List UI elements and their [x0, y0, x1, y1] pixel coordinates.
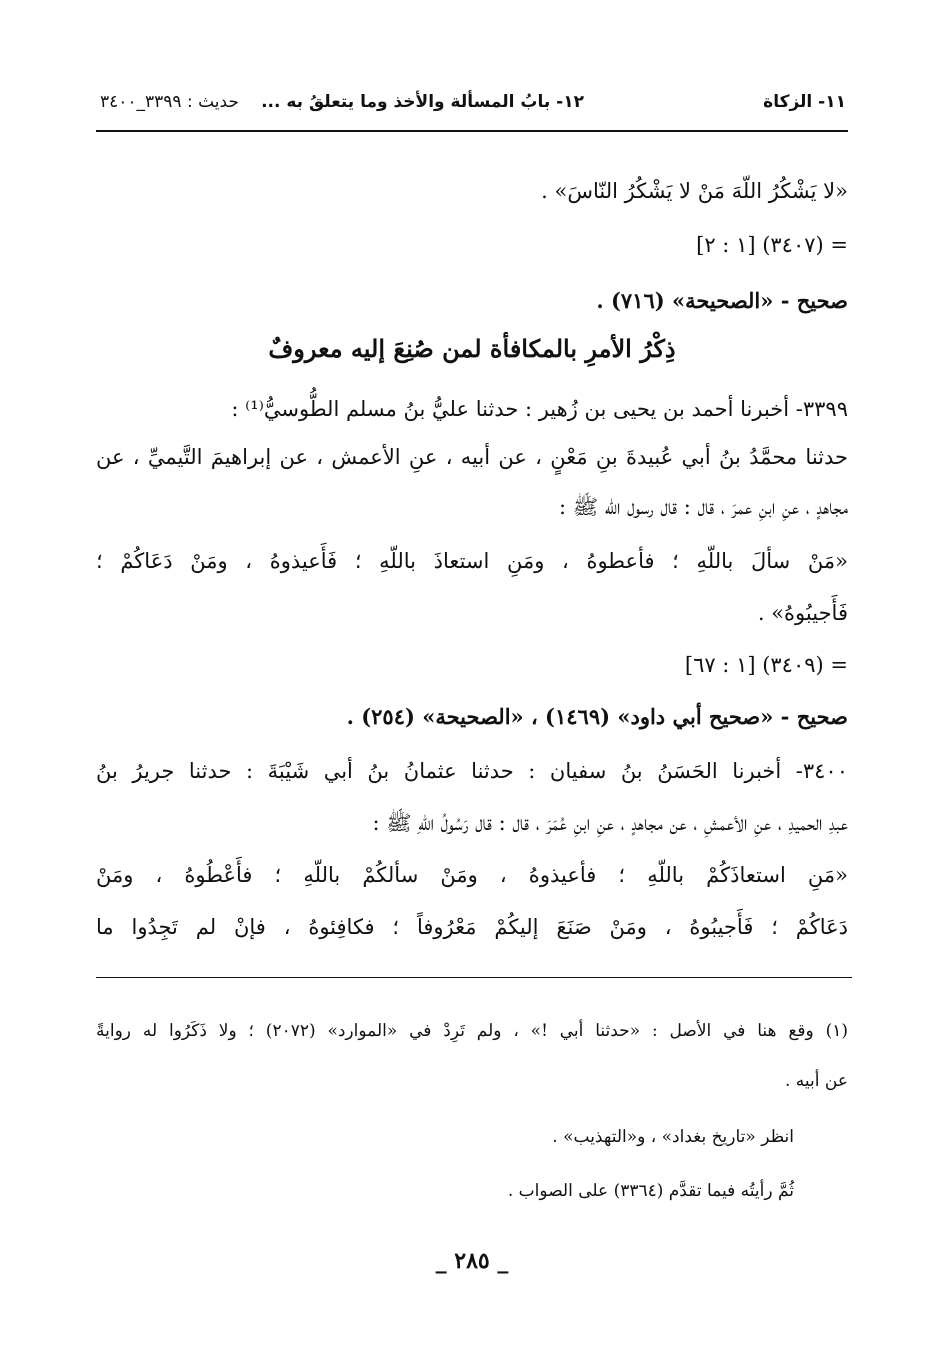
isnad-line: مجاهدٍ ، عنِ ابنِ عمرَ ، قال : قال رسول اللّه ﷺ : — [558, 495, 848, 519]
footnote-line: (١) وقع هنا في الأصل : «حدثنا أبي !» ، ولم تَرِدْ في «الموارد» (٢٠٧٢) ؛ ولا ذَكَرُوا له روايةً — [96, 1021, 848, 1041]
isnad-line: ٣٤٠٠- أخبرنا الحَسَنُ بنُ سفيان : حدثنا عثمانُ بنُ أبي شَيْبَةَ : حدثنا جريرُ بنُ — [96, 759, 848, 783]
isnad-line: عبدِ الحميدِ ، عنِ الأعمشِ ، عن مجاهدٍ ، عنِ ابنِ عُمَرَ ، قال : قال رَسُولُ اللّهِ ﷺ : — [372, 811, 848, 835]
grading-line: صحيح - «صحيح أبي داود» (١٤٦٩) ، «الصحيحة» (٢٥٤) . — [346, 704, 848, 729]
footnote-line: ثُمَّ رأيتُه فيما تقدَّم (٣٣٦٤) على الصواب . — [507, 1181, 794, 1201]
hadith-text-line: دَعَاكُمْ ؛ فَأَجيبُوهُ ، ومَنْ صَنَعَ إليكُمْ مَعْرُوفاً ؛ فكافِئوهُ ، فإنْ لم تَجِدُوا ما — [96, 915, 848, 939]
header-divider — [96, 130, 848, 132]
hadith-text-line: «مَنْ سألَ باللّهِ ؛ فأعطوهُ ، ومَنِ استعاذَ باللّهِ ؛ فَأَعيذوهُ ، ومَنْ دَعَاكُمْ ؛ — [96, 549, 848, 573]
isnad-line: حدثنا محمَّدُ بنُ أبي عُبيدةَ بنِ مَعْنٍ ، عن أبيه ، عنِ الأعمش ، عن إبراهيمَ التَّيميِّ ، عن — [96, 445, 848, 469]
cross-reference: = (٣٤٠٧) [١ : ٢] — [696, 233, 848, 257]
chapter-heading: ذِكْرُ الأمرِ بالمكافأة لمن صُنِعَ إليه معروفٌ — [268, 334, 676, 363]
hadith-text-line: «مَنِ استعاذَكُمْ باللّهِ ؛ فأعيذوهُ ، ومَنْ سألكُمْ باللّهِ ؛ فأَعْطُوهُ ، ومَنْ — [96, 863, 848, 887]
cross-reference: = (٣٤٠٩) [١ : ٦٧] — [684, 653, 848, 677]
running-header-chapter: ١١- الزكاة — [763, 92, 846, 112]
hadith-text-line: «لا يَشْكُرُ اللّهَ مَنْ لا يَشْكُرُ النّاسَ» . — [541, 179, 848, 203]
hadith-text-line: فَأَجيبُوهُ» . — [757, 601, 848, 625]
grading-line: صحيح - «الصحيحة» (٧١٦) . — [596, 288, 848, 313]
footnote-line: عن أبيه . — [785, 1071, 848, 1091]
page-number: _ ٢٨٥ _ — [435, 1248, 509, 1274]
footnote-divider — [96, 977, 852, 978]
isnad-line: ٣٣٩٩- أخبرنا أحمد بن يحيى بن زُهير : حدثنا عليُّ بنُ مسلم الطُّوسيُّ⁽¹⁾ : — [231, 397, 848, 421]
running-header-hadith-range: حديث : ٣٣٩٩_٣٤٠٠ — [100, 92, 239, 112]
running-header-section: ١٢- بابُ المسألة والأخذ وما يتعلقُ به ... — [261, 92, 584, 112]
footnote-line: انظر «تاريخ بغداد» ، و«التهذيب» . — [552, 1127, 794, 1147]
